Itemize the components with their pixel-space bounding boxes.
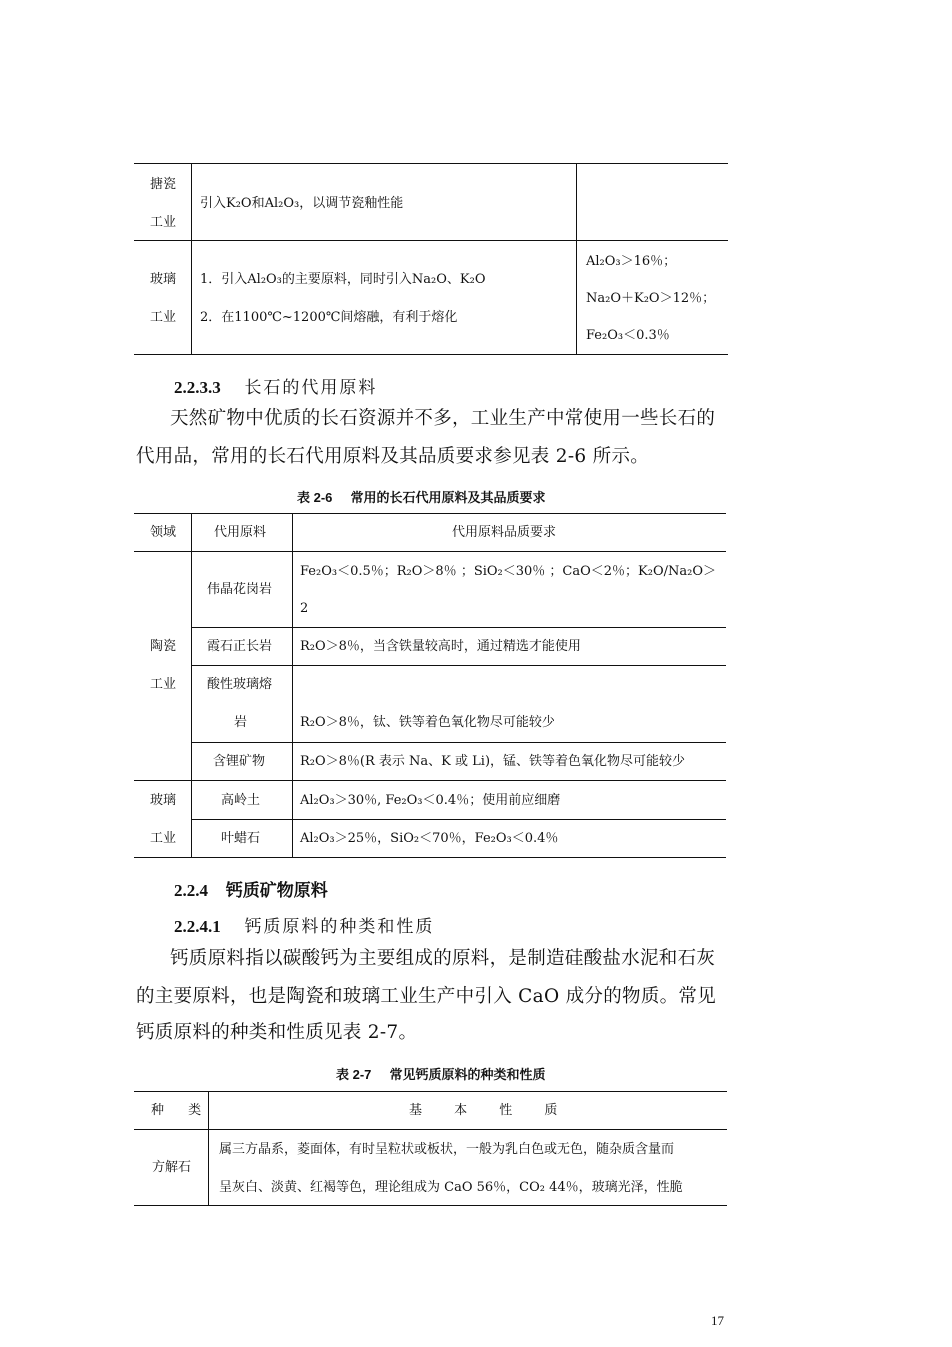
column-header: 基 本 性 质 (409, 1103, 572, 1118)
caption-number: 表 2-7 (336, 1067, 372, 1082)
table-rule (134, 513, 726, 514)
paragraph-line: 代用品，常用的长石代用原料及其品质要求参见表 2-6 所示。 (136, 446, 650, 467)
requirement-text: 2 (300, 601, 309, 616)
section-number: 2.2.4 (174, 881, 208, 900)
domain-label: 玻璃 (150, 793, 177, 808)
table-rule (134, 1205, 727, 1206)
requirement-text: Al₂O₃＞16％； (586, 254, 677, 269)
domain-label: 搪瓷 (150, 177, 177, 192)
requirement-text: Al₂O₃＞25％，SiO₂＜70％，Fe₂O₃＜0.4％ (300, 831, 559, 846)
table-vline (191, 513, 192, 857)
kind-name: 方解石 (152, 1160, 192, 1175)
requirement-text: R₂O＞8％(R 表示 Na、K 或 Li)，锰、铁等着色氧化物尽可能较少 (300, 754, 686, 769)
table-rule (191, 627, 726, 628)
table-rule (134, 551, 726, 552)
material-name: 岩 (234, 715, 248, 730)
role-text: 2．在1100℃~1200℃间熔融，有利于熔化 (200, 310, 458, 325)
requirement-text: R₂O＞8％，钛、铁等着色氧化物尽可能较少 (300, 715, 555, 730)
section-heading (174, 876, 328, 901)
property-text: 呈灰白、淡黄、红褐等色，理论组成为 CaO 56％，CO₂ 44％，玻璃光泽，性脆 (219, 1180, 683, 1195)
requirement-text: Na₂O＋K₂O＞12％； (586, 291, 716, 306)
page-number: 17 (711, 1313, 724, 1328)
table-rule (134, 240, 728, 241)
column-header: 代用原料品质要求 (452, 525, 557, 540)
section-number: 2.2.4.1 (174, 917, 221, 936)
material-name: 叶蜡石 (221, 831, 261, 846)
domain-label: 陶瓷 (150, 639, 177, 654)
domain-label: 工业 (150, 831, 177, 846)
table-rule (191, 665, 726, 666)
section-title: 长石的代用原料 (244, 378, 378, 398)
table-rule (191, 819, 726, 820)
section-title: 钙质矿物原料 (225, 881, 328, 901)
table-rule (191, 742, 726, 743)
table-vline (292, 513, 293, 857)
paragraph-line: 钙质原料的种类和性质见表 2-7。 (136, 1022, 418, 1043)
material-name: 伟晶花岗岩 (207, 582, 273, 597)
requirement-text: Fe₂O₃＜0.5％；R₂O＞8％ ；SiO₂＜30％ ；CaO＜2％；K₂O/Na₂O＞ (300, 564, 717, 579)
role-text: 1．引入Al₂O₃的主要原料，同时引入Na₂O、K₂O (200, 272, 486, 287)
property-text: 属三方晶系，菱面体，有时呈粒状或板状，一般为乳白色或无色，随杂质含量而 (219, 1142, 675, 1157)
material-name: 霞石正长岩 (207, 639, 273, 654)
domain-label: 工业 (150, 215, 177, 230)
table-rule (134, 1091, 727, 1092)
table-rule (134, 163, 728, 164)
paragraph-line: 钙质原料指以碳酸钙为主要组成的原料，是制造硅酸盐水泥和石灰 (170, 948, 716, 969)
paragraph-line: 的主要原料，也是陶瓷和玻璃工业生产中引入 CaO 成分的物质。常见 (136, 986, 717, 1007)
table-vline (191, 163, 192, 354)
requirement-text: Al₂O₃＞30％, Fe₂O₃＜0.4％；使用前应细磨 (300, 793, 561, 808)
column-header: 代用原料 (214, 525, 267, 540)
table-rule (134, 857, 726, 858)
caption-text: 常见钙质原料的种类和性质 (389, 1068, 546, 1083)
table-rule (134, 354, 728, 355)
section-number: 2.2.3.3 (174, 378, 221, 397)
domain-label: 工业 (150, 677, 177, 692)
column-header: 种 类 (151, 1103, 212, 1118)
section-heading (174, 373, 377, 398)
paragraph-line: 天然矿物中优质的长石资源并不多，工业生产中常使用一些长石的 (170, 408, 716, 429)
section-heading (174, 912, 434, 937)
column-header: 领域 (150, 525, 177, 540)
domain-label: 玻璃 (150, 272, 177, 287)
table-caption (297, 487, 546, 506)
section-title: 钙质原料的种类和性质 (244, 917, 435, 937)
material-name: 高岭土 (221, 793, 261, 808)
requirement-text: R₂O＞8％，当含铁量较高时，通过精选才能使用 (300, 639, 581, 654)
table-caption (336, 1064, 546, 1083)
requirement-text: Fe₂O₃＜0.3％ (586, 328, 670, 343)
caption-text: 常用的长石代用原料及其品质要求 (350, 491, 546, 506)
material-name: 酸性玻璃熔 (207, 677, 273, 692)
caption-number: 表 2-6 (297, 490, 333, 505)
role-text: 引入K₂O和Al₂O₃，以调节瓷釉性能 (200, 196, 404, 211)
table-rule (134, 1129, 727, 1130)
domain-label: 工业 (150, 310, 177, 325)
table-vline (576, 163, 577, 354)
material-name: 含锂矿物 (213, 754, 266, 769)
table-rule (134, 780, 726, 781)
